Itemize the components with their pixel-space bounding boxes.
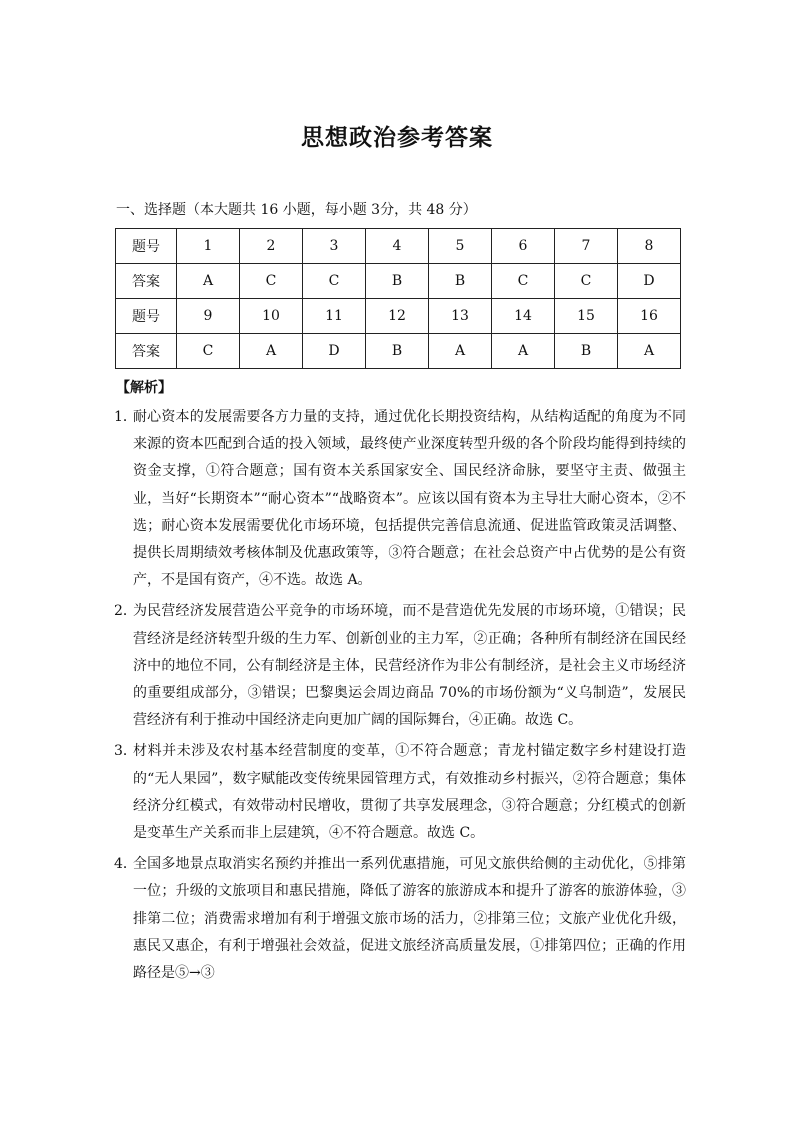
question-number-row [116, 229, 681, 264]
answer-cell: A [177, 264, 240, 299]
answer-row-label: 答案 [116, 334, 177, 369]
question-number-cell: 13 [429, 299, 492, 334]
answer-cell: D [618, 264, 681, 299]
question-number-row-label: 题号 [116, 299, 177, 334]
question-number-cell: 15 [555, 299, 618, 334]
explanation-number: 2． [114, 603, 137, 620]
question-number-cell: 11 [303, 299, 366, 334]
question-number-cell: 4 [366, 229, 429, 264]
answer-cell: B [366, 334, 429, 369]
answer-table [115, 228, 681, 369]
answer-cell: C [555, 264, 618, 299]
explanation-number: 1． [114, 409, 137, 425]
question-number-cell: 2 [240, 229, 303, 264]
answer-row [116, 334, 681, 369]
analysis-heading: 【解析】 [116, 380, 172, 396]
question-number-row-label: 题号 [116, 229, 177, 264]
explanation-text: 耐心资本的发展需要各方力量的支持，通过优化长期投资结构，从结构适配的角度为不同来源的资本匹配到合适的投入领域，最终使产业深度转型升级的各个阶段均能得到持续的资金支撑，①符合题意；国有资本关系国家安全、国民经济命脉，要坚守主责、做强主业，当好“长期资本”“耐心资本”“战略资本”。应该以国有资本为主导壮大耐心资本，②不选；耐心资本发展需要优化市场环境，包括提供完善信息流通、促进监管政策灵活调整、提供长周期绩效考核体制及优惠政策等，③符合题意；在社会总资产中占优势的是公有资产，不是国有资产，④不选。故选 A。 [133, 409, 686, 589]
page-title: 思想政治参考答案 [301, 125, 493, 151]
question-number-cell: 8 [618, 229, 681, 264]
answer-cell: A [618, 334, 681, 369]
question-number-cell: 14 [492, 299, 555, 334]
answer-cell: C [240, 264, 303, 299]
explanation-item [114, 738, 686, 847]
explanation-item [114, 598, 686, 734]
answer-cell: A [240, 334, 303, 369]
section-heading: 一、选择题（本大题共 16 小题，每小题 3分，共 48 分） [116, 202, 477, 218]
question-number-cell: 6 [492, 229, 555, 264]
question-number-cell: 10 [240, 299, 303, 334]
answer-cell: B [429, 264, 492, 299]
question-number-cell: 1 [177, 229, 240, 264]
explanation-list [114, 404, 686, 991]
question-number-cell: 12 [366, 299, 429, 334]
explanation-number: 4． [114, 856, 137, 873]
explanation-text: 全国多地景点取消实名预约并推出一系列优惠措施，可见文旅供给侧的主动优化，⑤排第一位；升级的文旅项目和惠民措施，降低了游客的旅游成本和提升了游客的旅游体验，③排第二位；消费需求增加有利于增强文旅市场的活力，②排第三位；文旅产业优化升级，惠民又惠企，有利于增强社会效益，促进文旅经济高质量发展，①排第四位；正确的作用路径是⑤→③ [133, 856, 686, 982]
answer-cell: C [303, 264, 366, 299]
answer-cell: A [429, 334, 492, 369]
explanation-item [114, 404, 686, 594]
answer-cell: D [303, 334, 366, 369]
explanation-text: 材料并未涉及农村基本经营制度的变革，①不符合题意；青龙村锚定数字乡村建设打造的“无人果园”，数字赋能改变传统果园管理方式，有效推动乡村振兴，②符合题意；集体经济分红模式，有效带动村民增收，贯彻了共享发展理念，③符合题意；分红模式的创新是变革生产关系而非上层建筑，④不符合题意。故选 C。 [133, 743, 686, 842]
answer-cell: B [555, 334, 618, 369]
question-number-cell: 9 [177, 299, 240, 334]
explanation-number: 3． [114, 743, 137, 760]
question-number-cell: 3 [303, 229, 366, 264]
answer-cell: B [366, 264, 429, 299]
explanation-text: 为民营经济发展营造公平竞争的市场环境，而不是营造优先发展的市场环境，①错误；民营经济是经济转型升级的生力军、创新创业的主力军，②正确；各种所有制经济在国民经济中的地位不同，公有制经济是主体，民营经济作为非公有制经济，是社会主义市场经济的重要组成部分，③错误；巴黎奥运会周边商品 70%的市场份额为“义乌制造”，发展民营经济有利于推动中国经济走向更加广阔的国际舞台，④正确。故选 C。 [133, 603, 686, 729]
answer-row-label: 答案 [116, 264, 177, 299]
answer-row [116, 264, 681, 299]
question-number-cell: 5 [429, 229, 492, 264]
answer-cell: C [177, 334, 240, 369]
question-number-row [116, 299, 681, 334]
question-number-cell: 7 [555, 229, 618, 264]
question-number-cell: 16 [618, 299, 681, 334]
answer-cell: A [492, 334, 555, 369]
explanation-item [114, 851, 686, 987]
answer-cell: C [492, 264, 555, 299]
